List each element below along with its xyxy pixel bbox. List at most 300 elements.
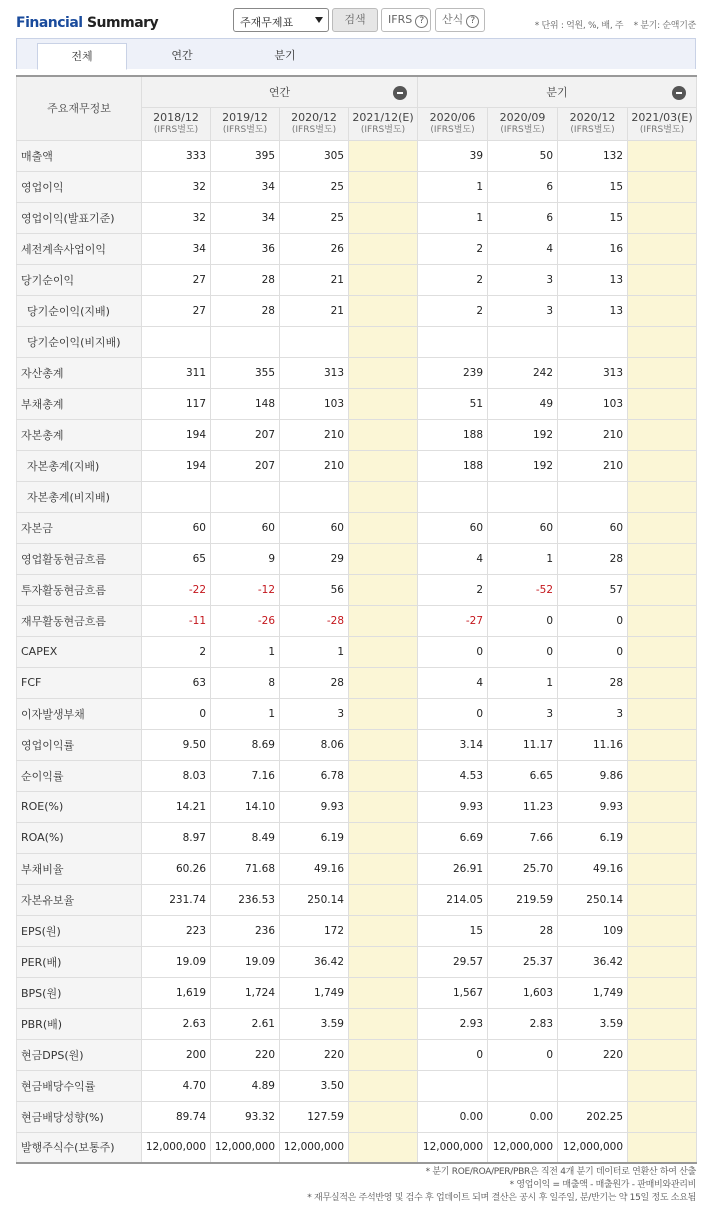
table-cell: 9	[211, 543, 280, 574]
table-cell: -11	[142, 605, 211, 636]
table-cell: 89.74	[142, 1101, 211, 1132]
table-cell: 6.19	[280, 822, 349, 853]
table-cell: 239	[418, 357, 488, 388]
table-cell: 21	[280, 264, 349, 295]
page-title: Financial Summary	[16, 15, 159, 31]
table-cell: 27	[142, 264, 211, 295]
row-label: 이자발생부채	[17, 698, 142, 729]
table-row	[17, 202, 697, 233]
table-cell: 1	[418, 171, 488, 202]
row-label: 영업활동현금흐름	[17, 543, 142, 574]
table-cell	[349, 698, 418, 729]
table-cell: 8.69	[211, 729, 280, 760]
column-basis: (IFRS별도)	[153, 124, 199, 135]
footnote: * 영업이익 = 매출액 - 매출원가 - 판매비와관리비	[509, 1180, 696, 1190]
table-cell: 305	[280, 140, 349, 171]
table-cell: 34	[211, 202, 280, 233]
table-cell: 313	[280, 357, 349, 388]
table-row	[17, 1039, 697, 1070]
table-cell	[488, 481, 558, 512]
table-cell: 2.63	[142, 1008, 211, 1039]
table-cell: 9.93	[558, 791, 628, 822]
table-cell: 28	[488, 915, 558, 946]
table-cell: 3	[488, 698, 558, 729]
collapse-icon[interactable]	[393, 86, 407, 100]
table-cell: 188	[418, 419, 488, 450]
table-cell: 2	[418, 295, 488, 326]
tab-bar	[16, 38, 696, 69]
table-cell: 21	[280, 295, 349, 326]
table-cell	[349, 946, 418, 977]
table-cell	[349, 915, 418, 946]
formula-button[interactable]: 산식 ?	[435, 8, 485, 32]
table-cell: 333	[142, 140, 211, 171]
table-cell	[488, 1070, 558, 1101]
table-cell: 6	[488, 202, 558, 233]
table-cell	[628, 543, 697, 574]
group-quarter-header: 분기	[418, 76, 697, 107]
table-cell: 12,000,000	[418, 1132, 488, 1163]
table-cell: 395	[211, 140, 280, 171]
row-label: 발행주식수(보통주)	[17, 1132, 142, 1163]
statement-select[interactable]	[233, 8, 329, 32]
table-cell: 11.23	[488, 791, 558, 822]
table-cell	[628, 1101, 697, 1132]
table-cell: 28	[211, 264, 280, 295]
table-cell: 32	[142, 171, 211, 202]
table-cell	[349, 760, 418, 791]
table-cell: 207	[211, 419, 280, 450]
table-cell: 311	[142, 357, 211, 388]
table-cell: 12,000,000	[558, 1132, 628, 1163]
table-cell: 26	[280, 233, 349, 264]
table-row	[17, 791, 697, 822]
table-cell	[628, 791, 697, 822]
tab-quarter[interactable]: 분기	[274, 49, 296, 62]
table-cell	[628, 1132, 697, 1163]
table-cell: 236	[211, 915, 280, 946]
table-cell: 15	[418, 915, 488, 946]
table-cell	[488, 326, 558, 357]
table-cell: 2	[418, 264, 488, 295]
table-cell: 60	[280, 512, 349, 543]
table-cell: 355	[211, 357, 280, 388]
table-cell: 3.50	[280, 1070, 349, 1101]
table-cell	[349, 295, 418, 326]
row-label: 현금배당성향(%)	[17, 1101, 142, 1132]
table-cell: -26	[211, 605, 280, 636]
table-cell: 19.09	[211, 946, 280, 977]
table-cell: 214.05	[418, 884, 488, 915]
table-cell: 0	[142, 698, 211, 729]
column-basis: (IFRS별도)	[291, 124, 337, 135]
table-cell	[628, 202, 697, 233]
table-cell: 26.91	[418, 853, 488, 884]
table-cell	[628, 419, 697, 450]
table-cell	[628, 884, 697, 915]
table-cell	[628, 915, 697, 946]
row-label: 자본유보율	[17, 884, 142, 915]
table-cell: 6.65	[488, 760, 558, 791]
table-cell: 223	[142, 915, 211, 946]
table-cell	[349, 512, 418, 543]
table-cell: 1	[488, 543, 558, 574]
table-cell	[628, 729, 697, 760]
table-cell	[349, 140, 418, 171]
table-row	[17, 357, 697, 388]
table-cell: 3	[488, 295, 558, 326]
table-cell: 236.53	[211, 884, 280, 915]
table-cell	[418, 326, 488, 357]
table-cell: 71.68	[211, 853, 280, 884]
table-cell: 25.70	[488, 853, 558, 884]
tab-all[interactable]: 전체	[37, 43, 127, 70]
table-cell: 60	[211, 512, 280, 543]
table-cell: 4.70	[142, 1070, 211, 1101]
table-cell: 1	[280, 636, 349, 667]
table-cell	[349, 605, 418, 636]
table-cell: 210	[280, 419, 349, 450]
table-cell: 0	[418, 1039, 488, 1070]
table-cell: 148	[211, 388, 280, 419]
table-cell: 6.19	[558, 822, 628, 853]
table-cell: 1,749	[280, 977, 349, 1008]
table-cell	[628, 1008, 697, 1039]
table-cell	[349, 791, 418, 822]
table-cell	[628, 853, 697, 884]
row-label: 당기순이익(지배)	[17, 295, 142, 326]
table-cell: 1	[211, 698, 280, 729]
table-cell: 56	[280, 574, 349, 605]
table-cell	[349, 1039, 418, 1070]
table-cell: 36.42	[280, 946, 349, 977]
table-cell: 3.59	[558, 1008, 628, 1039]
table-cell	[628, 512, 697, 543]
column-period: 2020/12	[569, 110, 616, 124]
row-label: 매출액	[17, 140, 142, 171]
column-basis: (IFRS별도)	[639, 124, 685, 135]
table-cell: 34	[211, 171, 280, 202]
table-row	[17, 853, 697, 884]
table-cell: 16	[558, 233, 628, 264]
table-cell	[558, 326, 628, 357]
table-row	[17, 326, 697, 357]
table-cell	[418, 481, 488, 512]
table-cell: 2	[142, 636, 211, 667]
table-cell: 210	[280, 450, 349, 481]
table-cell: 207	[211, 450, 280, 481]
table-cell: 188	[418, 450, 488, 481]
table-cell: 210	[558, 419, 628, 450]
table-cell	[558, 481, 628, 512]
table-cell	[349, 636, 418, 667]
row-label: 당기순이익(비지배)	[17, 326, 142, 357]
table-cell: 57	[558, 574, 628, 605]
column-header	[211, 107, 280, 140]
table-cell	[628, 357, 697, 388]
table-cell: 8.03	[142, 760, 211, 791]
table-cell	[628, 605, 697, 636]
row-label: 자본총계(지배)	[17, 450, 142, 481]
units-note: * 단위 : 억원, %, 배, 주 * 분기: 순액기준	[534, 21, 696, 31]
table-cell: 250.14	[558, 884, 628, 915]
table-cell: 192	[488, 419, 558, 450]
table-cell: 6.78	[280, 760, 349, 791]
table-cell	[628, 1039, 697, 1070]
table-cell: 49.16	[280, 853, 349, 884]
collapse-icon[interactable]	[672, 86, 686, 100]
column-basis: (IFRS별도)	[360, 124, 406, 135]
column-period: 2020/09	[499, 110, 546, 124]
table-row	[17, 140, 697, 171]
table-cell: 93.32	[211, 1101, 280, 1132]
table-cell: 210	[558, 450, 628, 481]
table-cell: 11.17	[488, 729, 558, 760]
table-cell	[349, 388, 418, 419]
table-cell	[628, 140, 697, 171]
table-cell: 2.93	[418, 1008, 488, 1039]
column-header	[349, 107, 418, 140]
table-cell: 60.26	[142, 853, 211, 884]
footnotes	[307, 1166, 696, 1205]
table-cell	[349, 574, 418, 605]
row-label: ROE(%)	[17, 791, 142, 822]
table-row	[17, 729, 697, 760]
table-cell: 65	[142, 543, 211, 574]
table-cell	[628, 326, 697, 357]
table-cell: 0	[558, 636, 628, 667]
help-icon: ?	[415, 15, 428, 28]
table-cell: 7.16	[211, 760, 280, 791]
table-cell: 3	[488, 264, 558, 295]
table-cell: 6.69	[418, 822, 488, 853]
table-cell: 60	[488, 512, 558, 543]
table-cell: 2.83	[488, 1008, 558, 1039]
table-cell	[628, 574, 697, 605]
table-cell: 29	[280, 543, 349, 574]
table-cell: 0.00	[488, 1101, 558, 1132]
table-row	[17, 698, 697, 729]
table-cell: 3	[280, 698, 349, 729]
table-cell: 194	[142, 450, 211, 481]
row-label: 순이익률	[17, 760, 142, 791]
table-row	[17, 760, 697, 791]
table-row	[17, 512, 697, 543]
table-cell: 1	[418, 202, 488, 233]
table-cell	[142, 481, 211, 512]
table-cell: 15	[558, 171, 628, 202]
help-icon: ?	[466, 15, 479, 28]
column-header	[142, 107, 211, 140]
row-label: 영업이익	[17, 171, 142, 202]
table-cell: 313	[558, 357, 628, 388]
table-cell: 0	[488, 605, 558, 636]
table-cell: 4.89	[211, 1070, 280, 1101]
table-cell: 49.16	[558, 853, 628, 884]
table-cell: 0.00	[418, 1101, 488, 1132]
table-cell: 25	[280, 202, 349, 233]
table-cell: -27	[418, 605, 488, 636]
table-cell: 7.66	[488, 822, 558, 853]
table-cell	[349, 977, 418, 1008]
table-cell	[628, 636, 697, 667]
column-header	[628, 107, 697, 140]
row-label: PER(배)	[17, 946, 142, 977]
table-cell: 1	[211, 636, 280, 667]
table-cell	[628, 667, 697, 698]
table-cell: 242	[488, 357, 558, 388]
column-basis: (IFRS별도)	[430, 124, 475, 135]
table-cell	[418, 1070, 488, 1101]
table-cell: 3	[558, 698, 628, 729]
table-cell: 4.53	[418, 760, 488, 791]
table-cell: 8	[211, 667, 280, 698]
table-cell: 103	[280, 388, 349, 419]
table-cell: 1,567	[418, 977, 488, 1008]
table-cell: 29.57	[418, 946, 488, 977]
table-row	[17, 1132, 697, 1163]
table-cell	[628, 450, 697, 481]
table-cell: 12,000,000	[211, 1132, 280, 1163]
table-row	[17, 295, 697, 326]
row-label: 부채총계	[17, 388, 142, 419]
table-cell	[628, 233, 697, 264]
table-cell: 220	[280, 1039, 349, 1070]
table-cell: 4	[418, 667, 488, 698]
table-cell: 12,000,000	[142, 1132, 211, 1163]
table-row	[17, 946, 697, 977]
table-cell: 13	[558, 295, 628, 326]
column-basis: (IFRS별도)	[500, 124, 545, 135]
column-period: 2021/12(E)	[352, 110, 414, 124]
footnote: * 분기 ROE/ROA/PER/PBR은 직전 4개 분기 데이터로 연환산 하여 산출	[425, 1167, 696, 1177]
table-row	[17, 605, 697, 636]
group-annual-header: 연간	[142, 76, 418, 107]
table-cell: 14.21	[142, 791, 211, 822]
table-cell: 1,603	[488, 977, 558, 1008]
table-cell: 127.59	[280, 1101, 349, 1132]
table-cell	[349, 1132, 418, 1163]
table-cell	[628, 1070, 697, 1101]
table-cell	[349, 202, 418, 233]
table-cell: 9.93	[418, 791, 488, 822]
table-cell	[349, 450, 418, 481]
row-label: 영업이익(발표기준)	[17, 202, 142, 233]
table-cell: 12,000,000	[488, 1132, 558, 1163]
table-cell	[211, 481, 280, 512]
tab-annual[interactable]: 연간	[171, 49, 193, 62]
table-cell: 194	[142, 419, 211, 450]
column-header	[280, 107, 349, 140]
table-cell: 3.59	[280, 1008, 349, 1039]
table-row	[17, 884, 697, 915]
table-cell	[628, 171, 697, 202]
table-cell	[349, 357, 418, 388]
toolbar	[0, 0, 708, 38]
search-button[interactable]: 검색	[332, 8, 378, 32]
table-row	[17, 667, 697, 698]
column-period: 2018/12	[153, 110, 199, 124]
table-cell: 250.14	[280, 884, 349, 915]
table-cell: 60	[418, 512, 488, 543]
table-cell	[349, 419, 418, 450]
table-cell: 36	[211, 233, 280, 264]
table-cell: -28	[280, 605, 349, 636]
table-cell: 2.61	[211, 1008, 280, 1039]
table-cell: 202.25	[558, 1101, 628, 1132]
table-row	[17, 915, 697, 946]
row-label: 현금배당수익률	[17, 1070, 142, 1101]
table-cell: 27	[142, 295, 211, 326]
row-label: 현금DPS(원)	[17, 1039, 142, 1070]
row-label: 자본금	[17, 512, 142, 543]
table-cell: 231.74	[142, 884, 211, 915]
table-cell	[211, 326, 280, 357]
table-cell: 19.09	[142, 946, 211, 977]
table-cell	[349, 543, 418, 574]
row-label: 세전계속사업이익	[17, 233, 142, 264]
column-period: 2020/12	[291, 110, 337, 124]
table-cell: 15	[558, 202, 628, 233]
ifrs-button[interactable]: IFRS ?	[381, 8, 431, 32]
table-cell: 192	[488, 450, 558, 481]
table-cell	[349, 264, 418, 295]
row-label: 투자활동현금흐름	[17, 574, 142, 605]
row-label: 자본총계(비지배)	[17, 481, 142, 512]
table-cell: 34	[142, 233, 211, 264]
table-cell	[349, 822, 418, 853]
table-cell	[628, 264, 697, 295]
row-label: BPS(원)	[17, 977, 142, 1008]
table-cell	[142, 326, 211, 357]
table-row	[17, 171, 697, 202]
table-cell: -12	[211, 574, 280, 605]
table-cell: 172	[280, 915, 349, 946]
table-row	[17, 1070, 697, 1101]
table-cell: 50	[488, 140, 558, 171]
column-period: 2020/06	[429, 110, 476, 124]
table-cell: 4	[418, 543, 488, 574]
column-basis: (IFRS별도)	[570, 124, 615, 135]
row-label: 부채비율	[17, 853, 142, 884]
table-cell: 8.97	[142, 822, 211, 853]
table-cell: 219.59	[488, 884, 558, 915]
financial-summary-table	[16, 75, 697, 1164]
table-cell: 28	[558, 667, 628, 698]
table-cell: 200	[142, 1039, 211, 1070]
table-row	[17, 574, 697, 605]
table-cell: 0	[418, 636, 488, 667]
row-label: CAPEX	[17, 636, 142, 667]
table-cell: 28	[280, 667, 349, 698]
table-row	[17, 419, 697, 450]
table-cell	[349, 326, 418, 357]
table-cell	[349, 1101, 418, 1132]
table-cell: 8.49	[211, 822, 280, 853]
table-cell: 9.93	[280, 791, 349, 822]
table-cell: 0	[558, 605, 628, 636]
row-header: 주요재무정보	[17, 76, 142, 140]
table-cell	[628, 698, 697, 729]
table-cell: 9.86	[558, 760, 628, 791]
row-label: 자산총계	[17, 357, 142, 388]
column-header	[488, 107, 558, 140]
table-cell	[349, 853, 418, 884]
table-cell	[628, 388, 697, 419]
table-cell: 36.42	[558, 946, 628, 977]
row-label: FCF	[17, 667, 142, 698]
table-cell: 132	[558, 140, 628, 171]
